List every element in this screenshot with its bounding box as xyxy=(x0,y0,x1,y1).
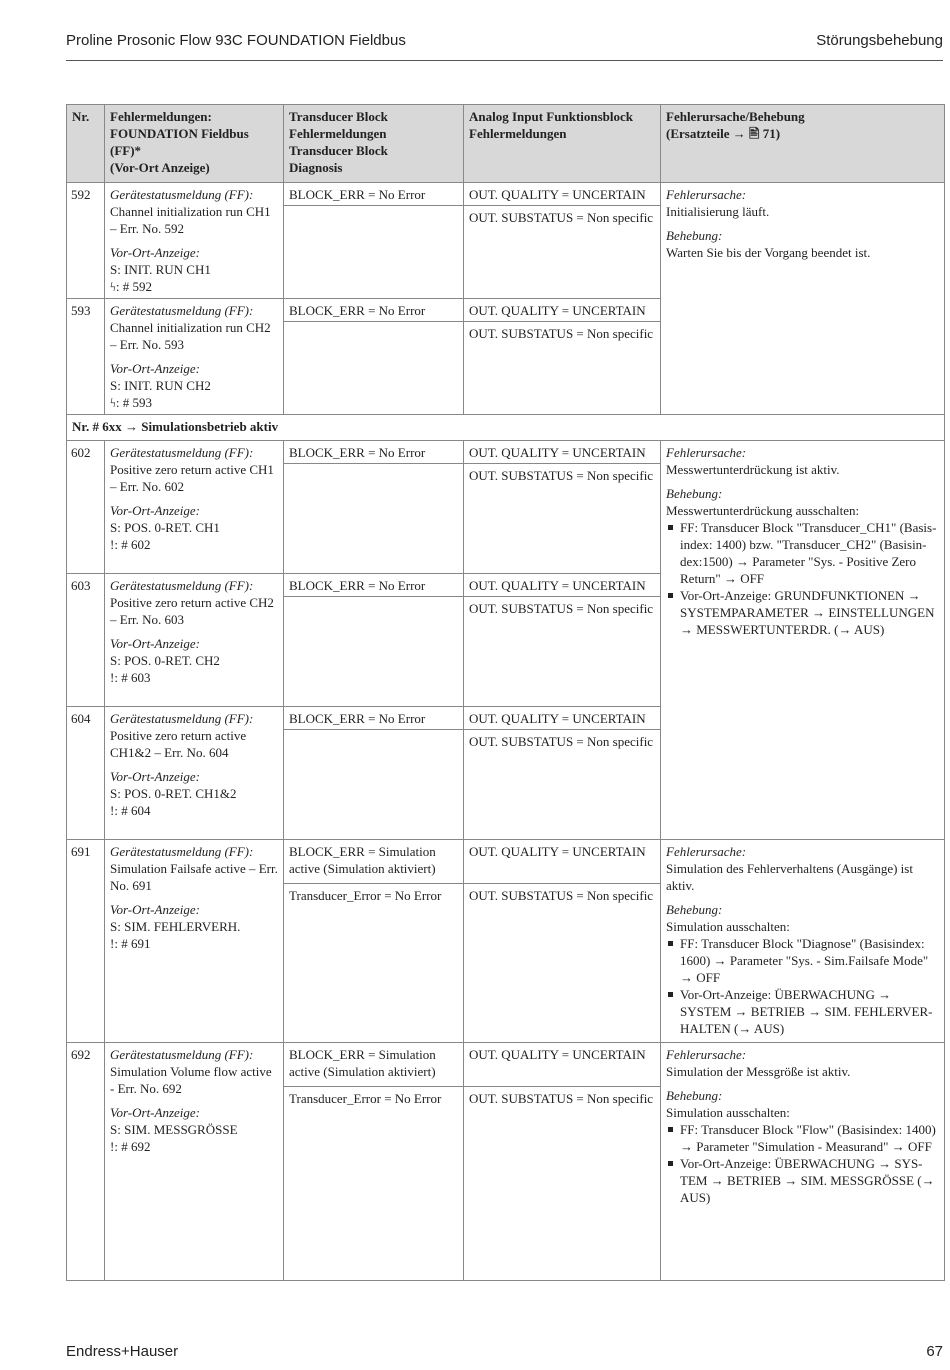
tb-message-cell xyxy=(284,597,464,707)
document-title: Proline Prosonic Flow 93C FOUNDATION Fieldbus xyxy=(66,32,406,49)
cause-cell: Fehlerursache: Initialisierung läuft. Behebung: Warten Sie bis der Vorgang beendet ist. xyxy=(661,183,945,415)
page-number: 67 xyxy=(926,1343,943,1360)
ai-quality-cell: OUT. QUALITY = UNCERTAIN xyxy=(464,1043,661,1087)
error-number: 602 xyxy=(67,441,105,574)
ff-message-cell: Gerätestatusmeldung (FF): Positive zero return active CH1&2 – Err. No. 604 Vor-Ort-Anzeige: S: POS. 0-RET. CH1&2 !: # 604 xyxy=(105,707,284,840)
ff-message-cell: Gerätestatusmeldung (FF): Positive zero return active CH1 – Err. No. 602 Vor-Ort-Anzeige: S: POS. 0-RET. CH1 !: # 602 xyxy=(105,441,284,574)
table-header-row xyxy=(67,105,945,183)
fix-list xyxy=(666,935,939,1037)
tb-message-cell xyxy=(284,464,464,574)
col-header-cause: Fehlerursache/Behebung (Ersatzteile → 🖹 71) xyxy=(661,105,945,183)
table-row xyxy=(67,1043,945,1087)
col-header-tb: Transducer Block Fehlermeldungen Transducer Block Diagnosis xyxy=(284,105,464,183)
list-item: Vor-Ort-Anzeige: ÜBERWACHUNG → SYS-TEM → BETRIEB → SIM. MESSGRÖSSE (→ AUS) xyxy=(666,1155,939,1206)
tb-message-cell: BLOCK_ERR = Simulation active (Simulation aktiviert) xyxy=(284,840,464,884)
error-number: 593 xyxy=(67,299,105,415)
table-row xyxy=(67,441,945,464)
col-header-nr: Nr. xyxy=(67,105,105,183)
ai-substatus-cell: OUT. SUBSTATUS = Non specific xyxy=(464,206,661,299)
fix-list xyxy=(666,1121,939,1206)
tb-message-cell: Transducer_Error = No Error xyxy=(284,884,464,1043)
ff-message-cell: Gerätestatusmeldung (FF): Positive zero return active CH2 – Err. No. 603 Vor-Ort-Anzeige: S: POS. 0-RET. CH2 !: # 603 xyxy=(105,574,284,707)
ai-substatus-cell: OUT. SUBSTATUS = Non specific xyxy=(464,464,661,574)
table-row xyxy=(67,183,945,206)
list-item: Vor-Ort-Anzeige: GRUNDFUNKTIONEN → SYSTEMPARAMETER → EINSTELLUNGEN → MESSWERTUNTERDR. (→ AUS) xyxy=(666,587,939,638)
tb-message-cell xyxy=(284,322,464,415)
section-heading: Nr. # 6xx → Simulationsbetrieb aktiv xyxy=(67,415,945,441)
table-row xyxy=(67,840,945,884)
cause-cell: Fehlerursache: Simulation des Fehlerverhaltens (Ausgänge) ist aktiv. Behebung: Simulation ausschalten: FF: Transducer Block "Diagnose" (Basisindex: 1600) → Parameter "Sys. - Sim.Failsafe Mode" → OFF Vor-Ort-Anzeige: ÜBERWACHUNG → SYSTEM → BETRIEB → SIM. FEHLERVER-HALTEN (→ AUS) xyxy=(661,840,945,1043)
col-header-ai: Analog Input Funktionsblock Fehlermeldungen xyxy=(464,105,661,183)
tb-message-cell xyxy=(284,730,464,840)
tb-message-cell: BLOCK_ERR = No Error xyxy=(284,574,464,597)
cause-cell: Fehlerursache: Simulation der Messgröße ist aktiv. Behebung: Simulation ausschalten: FF: Transducer Block "Flow" (Basisindex: 1400) → Parameter "Simulation - Measurand" → OFF Vor-Ort-Anzeige: ÜBERWACHUNG → SYS-TEM → BETRIEB → SIM. MESSGRÖSSE (→ AUS) xyxy=(661,1043,945,1281)
section-row xyxy=(67,415,945,441)
col-header-ff: Fehlermeldungen: FOUNDATION Fieldbus (FF)* (Vor-Ort Anzeige) xyxy=(105,105,284,183)
tb-message-cell: BLOCK_ERR = No Error xyxy=(284,441,464,464)
ai-quality-cell: OUT. QUALITY = UNCERTAIN xyxy=(464,441,661,464)
ff-message-cell: Gerätestatusmeldung (FF): Channel initialization run CH1 – Err. No. 592 Vor-Ort-Anzeige: S: INIT. RUN CH1 ϟ: # 592 xyxy=(105,183,284,299)
tb-message-cell: Transducer_Error = No Error xyxy=(284,1087,464,1281)
list-item: FF: Transducer Block "Diagnose" (Basisindex: 1600) → Parameter "Sys. - Sim.Failsafe Mode" → OFF xyxy=(666,935,939,986)
ai-quality-cell: OUT. QUALITY = UNCERTAIN xyxy=(464,574,661,597)
error-number: 691 xyxy=(67,840,105,1043)
ai-substatus-cell: OUT. SUBSTATUS = Non specific xyxy=(464,597,661,707)
list-item: FF: Transducer Block "Transducer_CH1" (Basis-index: 1400) bzw. "Transducer_CH2" (Basisin-dex:1500) → Parameter "Sys. - Positive Zero Return" → OFF xyxy=(666,519,939,587)
list-item: Vor-Ort-Anzeige: ÜBERWACHUNG → SYSTEM → BETRIEB → SIM. FEHLERVER-HALTEN (→ AUS) xyxy=(666,986,939,1037)
ff-message-cell: Gerätestatusmeldung (FF): Simulation Failsafe active – Err. No. 691 Vor-Ort-Anzeige: S: SIM. FEHLERVERH. !: # 691 xyxy=(105,840,284,1043)
tb-message-cell: BLOCK_ERR = Simulation active (Simulation aktiviert) xyxy=(284,1043,464,1087)
tb-message-cell: BLOCK_ERR = No Error xyxy=(284,183,464,206)
error-number: 604 xyxy=(67,707,105,840)
ai-quality-cell: OUT. QUALITY = UNCERTAIN xyxy=(464,299,661,322)
tb-message-cell: BLOCK_ERR = No Error xyxy=(284,299,464,322)
ai-substatus-cell: OUT. SUBSTATUS = Non specific xyxy=(464,322,661,415)
ai-substatus-cell: OUT. SUBSTATUS = Non specific xyxy=(464,884,661,1043)
tb-message-cell: BLOCK_ERR = No Error xyxy=(284,707,464,730)
ai-substatus-cell: OUT. SUBSTATUS = Non specific xyxy=(464,1087,661,1281)
ff-message-cell: Gerätestatusmeldung (FF): Channel initialization run CH2 – Err. No. 593 Vor-Ort-Anzeige: S: INIT. RUN CH2 ϟ: # 593 xyxy=(105,299,284,415)
brand-name: Endress+Hauser xyxy=(66,1343,179,1360)
ai-substatus-cell: OUT. SUBSTATUS = Non specific xyxy=(464,730,661,840)
ai-quality-cell: OUT. QUALITY = UNCERTAIN xyxy=(464,183,661,206)
section-title: Störungsbehebung xyxy=(816,32,943,49)
list-item: FF: Transducer Block "Flow" (Basisindex: 1400) → Parameter "Simulation - Measurand" → OFF xyxy=(666,1121,939,1155)
ai-quality-cell: OUT. QUALITY = UNCERTAIN xyxy=(464,707,661,730)
ai-quality-cell: OUT. QUALITY = UNCERTAIN xyxy=(464,840,661,884)
error-table xyxy=(66,104,945,1281)
error-number: 592 xyxy=(67,183,105,299)
error-number: 692 xyxy=(67,1043,105,1281)
cause-cell: Fehlerursache: Messwertunterdrückung ist aktiv. Behebung: Messwertunterdrückung ausschalten: FF: Transducer Block "Transducer_CH1" (Basis-index: 1400) bzw. "Transducer_CH2" (Basisin-dex:1500) → Parameter "Sys. - Positive Zero Return" → OFF Vor-Ort-Anzeige: GRUNDFUNKTIONEN → SYSTEMPARAMETER → EINSTELLUNGEN → MESSWERTUNTERDR. (→ AUS) xyxy=(661,441,945,840)
ff-message-cell: Gerätestatusmeldung (FF): Simulation Volume flow active - Err. No. 692 Vor-Ort-Anzeige: S: SIM. MESSGRÖSSE !: # 692 xyxy=(105,1043,284,1281)
page-header xyxy=(66,32,943,61)
fix-list xyxy=(666,519,939,638)
tb-message-cell xyxy=(284,206,464,299)
error-number: 603 xyxy=(67,574,105,707)
